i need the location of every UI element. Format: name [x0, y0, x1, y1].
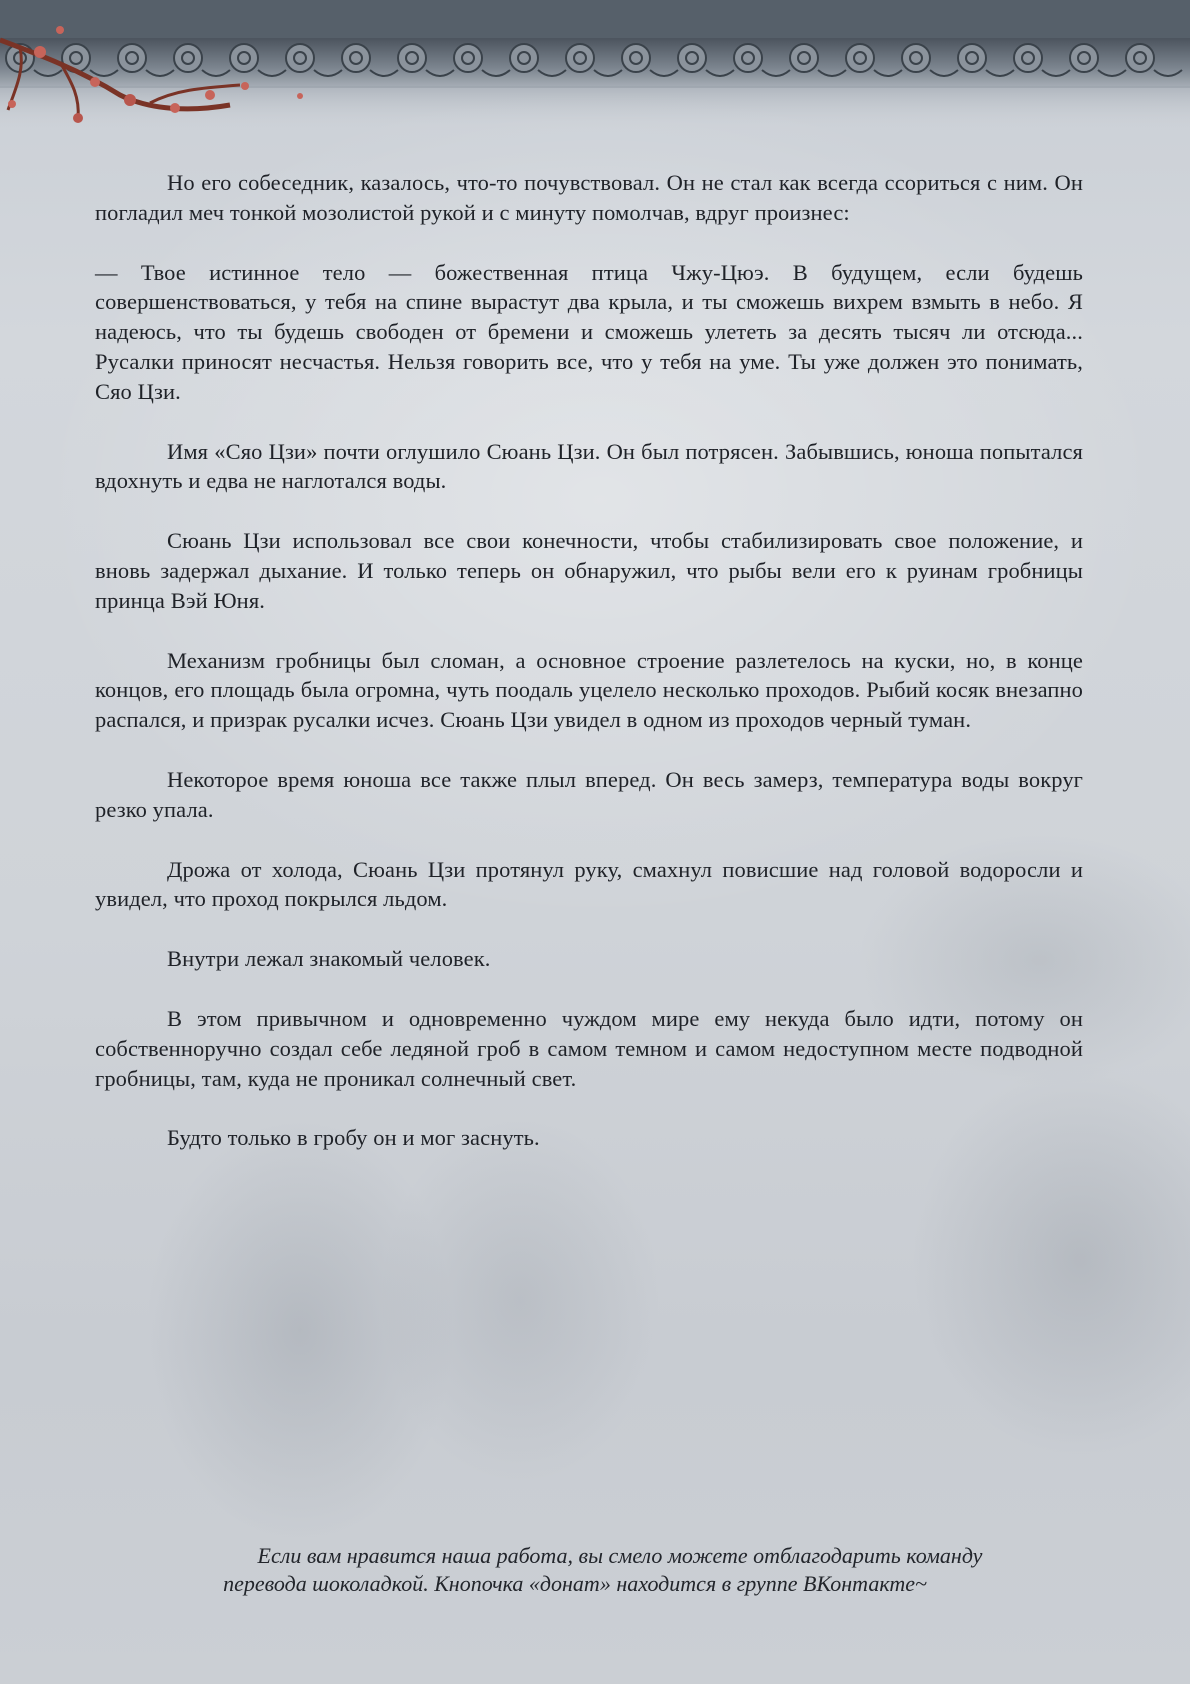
- roof-tile-end: [846, 44, 874, 72]
- roof-tile-end: [1070, 44, 1098, 72]
- donation-note-line-1: Если вам нравится наша работа, вы смело можете отблагодарить команду: [257, 1543, 983, 1568]
- roof-tiles-illustration: [0, 0, 1190, 130]
- roof-tile-end: [790, 44, 818, 72]
- paragraph: Будто только в гробу он и мог заснуть.: [167, 1125, 540, 1151]
- paragraph: — Твое истинное тело — божественная птица Чжу-Цюэ. В будущем, если будешь совершенствоваться, у тебя на спине вырастут два крыла, и ты сможешь вихрем взмыть в небо. Я надеюсь, что ты будешь свободен от бремени и сможешь улететь за десять тысяч ли отсюда... Русалки приносят несчастья. Нельзя говорить все, что у тебя на уме. Ты уже должен это понимать, Сяо Цзи.: [95, 259, 1083, 404]
- donation-note: [0, 1542, 1190, 1598]
- roof-tile-end: [398, 44, 426, 72]
- paragraph: В этом привычном и одновременно чуждом мире ему некуда было идти, потому он собственноручно создал себе ледяной гроб в самом темном и самом недоступном месте подводной гробницы, там, куда не проникал солнечный свет.: [95, 1005, 1083, 1091]
- roof-tile-end: [174, 44, 202, 72]
- paragraph: Внутри лежал знакомый человек.: [167, 946, 491, 972]
- roof-tile-end: [734, 44, 762, 72]
- roof-tile-end: [566, 44, 594, 72]
- roof-tile-end: [678, 44, 706, 72]
- donation-note-line-2: перевода шоколадкой. Кнопочка «донат» находится в группе ВКонтакте~: [223, 1571, 927, 1596]
- paragraph: Некоторое время юноша все также плыл вперед. Он весь замерз, температура воды вокруг резко упала.: [95, 766, 1083, 822]
- roof-tile-end: [1014, 44, 1042, 72]
- paragraph: Имя «Сяо Цзи» почти оглушило Сюань Цзи. Он был потрясен. Забывшись, юноша попытался вдохнуть и едва не наглотался воды.: [95, 438, 1083, 494]
- roof-ridge: [0, 0, 1190, 40]
- roof-tile-end: [118, 44, 146, 72]
- article-body: [95, 168, 1083, 1183]
- roof-tile-end: [510, 44, 538, 72]
- roof-tile-end: [230, 44, 258, 72]
- roof-tile-end: [958, 44, 986, 72]
- roof-tile-end: [902, 44, 930, 72]
- paragraph: Дрожа от холода, Сюань Цзи протянул руку, смахнул повисшие над головой водоросли и увидел, что проход покрылся льдом.: [95, 856, 1083, 912]
- paragraph: Механизм гробницы был сломан, а основное строение разлетелось на куски, но, в конце концов, его площадь была огромна, чуть поодаль уцелело несколько проходов. Рыбий косяк внезапно распался, и призрак русалки исчез. Сюань Цзи увидел в одном из проходов черный туман.: [95, 647, 1083, 733]
- roof-tile-end: [342, 44, 370, 72]
- roof-tile-end: [286, 44, 314, 72]
- roof-tile-end: [454, 44, 482, 72]
- paragraph: Но его собеседник, казалось, что-то почувствовал. Он не стал как всегда ссориться с ним. Он погладил меч тонкой мозолистой рукой и с минуту помолчав, вдруг произнес:: [95, 170, 1083, 225]
- roof-tile-end: [1126, 44, 1154, 72]
- roof-tile-end: [622, 44, 650, 72]
- paragraph: Сюань Цзи использовал все свои конечности, чтобы стабилизировать свое положение, и вновь задержал дыхание. И только теперь он обнаружил, что рыбы вели его к руинам гробницы принца Вэй Юня.: [95, 528, 1083, 613]
